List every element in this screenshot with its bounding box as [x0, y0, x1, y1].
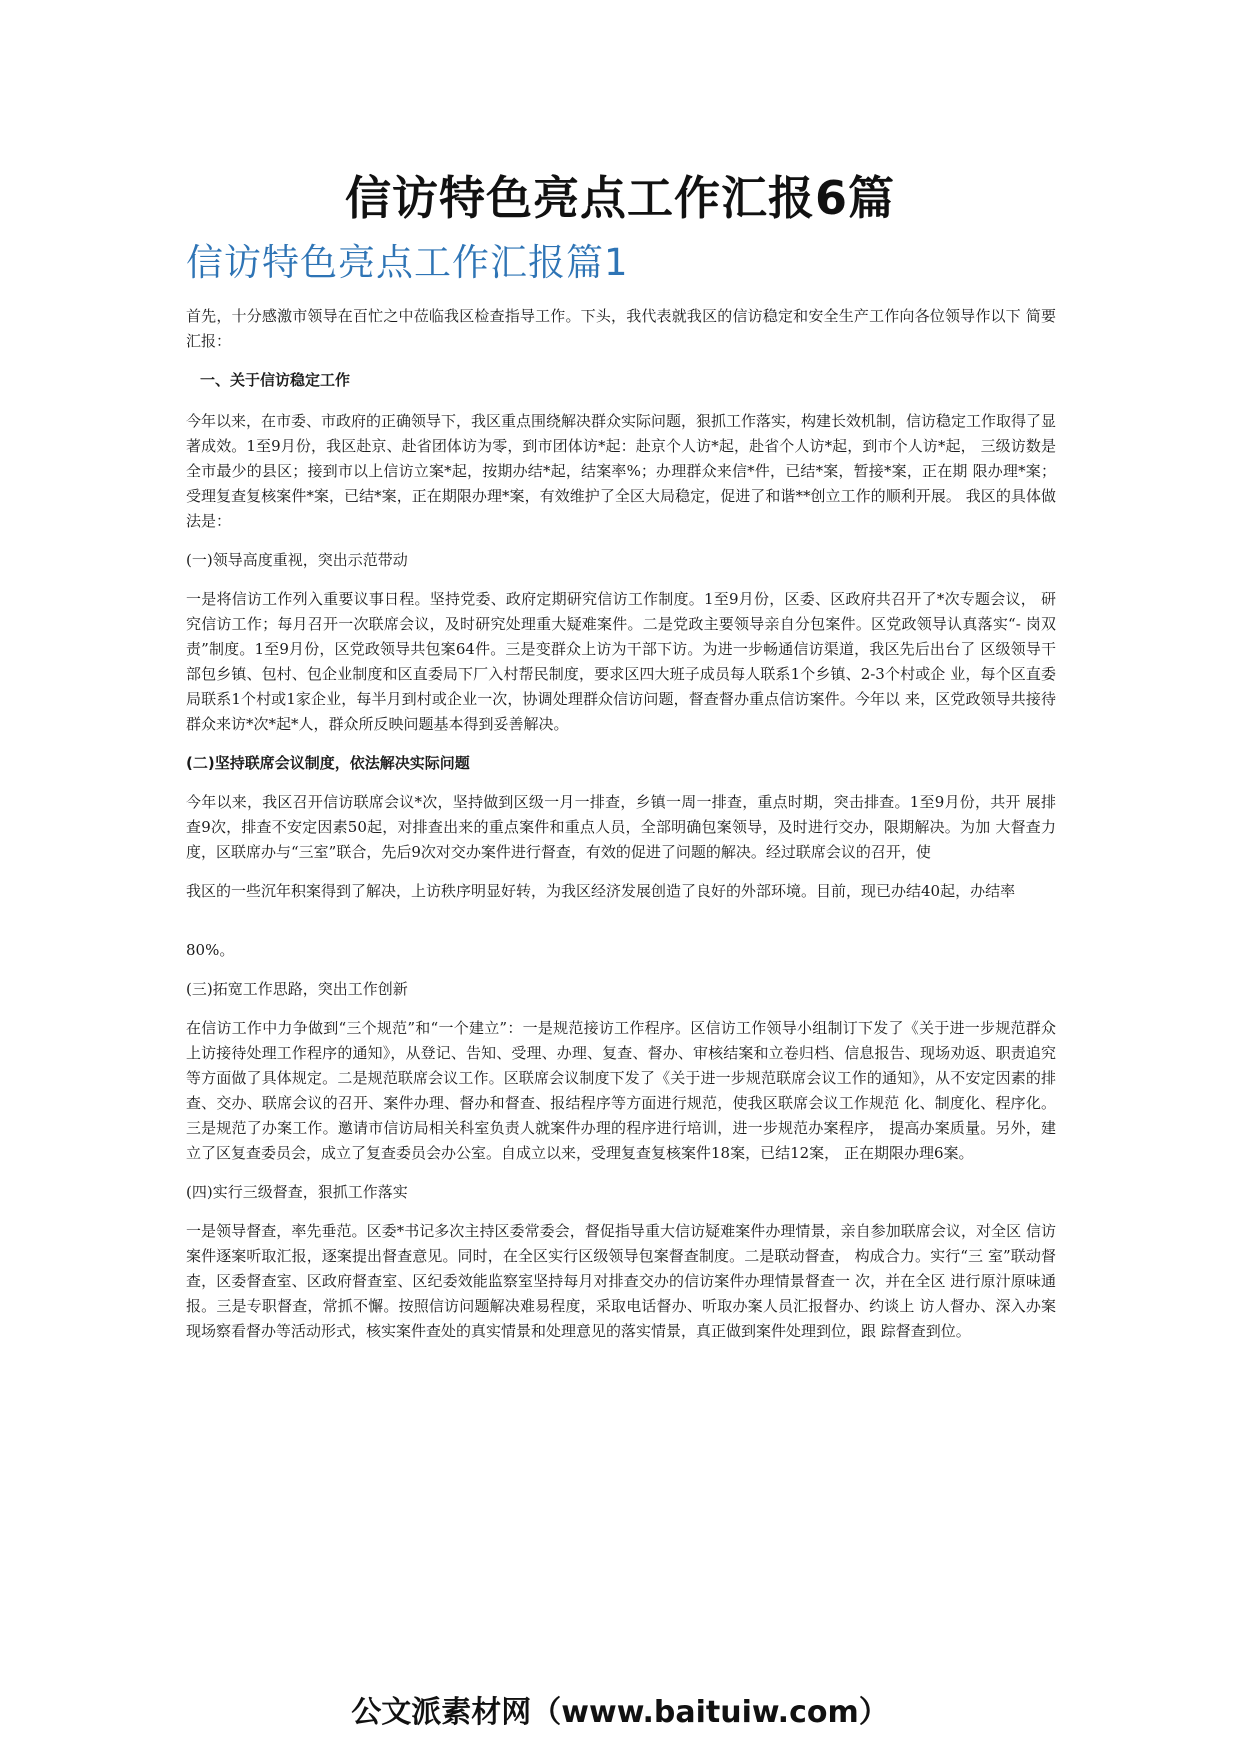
intro-paragraph: 首先，十分感激市领导在百忙之中莅临我区检查指导工作。下头，我代表就我区的信访稳定和安全生产工作向各位领导作以下 简要汇报：: [186, 307, 1056, 350]
heading-petition-stability: 一、关于信访稳定工作: [200, 371, 351, 389]
subheading-supervision: (四)实行三级督查，狠抓工作落实: [186, 1183, 408, 1201]
document-title: 信访特色亮点工作汇报6篇: [344, 171, 895, 225]
paragraph-overview: 今年以来，在市委、市政府的正确领导下，我区重点围绕解决群众实际问题，狠抓工作落实，构建长效机制，信访稳定工作取得了显著成效。1至9月份，我区赴京、赴省团体访为零，到市团体访*起：赴京个人访*起，赴省个人访*起，到市个人访*起， 三级访数是全市最少的县区；接到市以上信访立案*起，按期办结*起，结案率%；办理群众来信*件，已结*案，暂接*案，正在期 限办理*案；受理复查复核案件*案，已结*案，正在期限办理*案，有效维护了全区大局稳定，促进了和谐**创立工作的顺利开展。 我区的具体做法是：: [186, 412, 1057, 530]
paragraph-innovation: 在信访工作中力争做到“三个规范”和“一个建立”：一是规范接访工作程序。区信访工作领导小组制订下发了《关于进一步规范群众上访接待处理工作程序的通知》，从登记、告知、受理、办理、复查、督办、审核结案和立卷归档、信息报告、现场劝返、职责追究等方面做了具体规定。二是规范联席会议工作。区联席会议制度下发了《关于进一步规范联席会议工作的通知》，从不安定因素的排查、交办、联席会议的召开、案件办理、督办和督查、报结程序等方面进行规范，使我区联席会议工作规范 化、制度化、程序化。三是规范了办案工作。邀请市信访局相关科室负责人就案件办理的程序进行培训，进一步规范办案程序， 提高办案质量。另外，建立了区复查委员会，成立了复查委员会办公室。自成立以来，受理复查复核案件18案，已结12案， 正在期限办理6案。: [186, 1019, 1056, 1162]
document-body: [186, 304, 1056, 1358]
subheading-joint-meeting: (二)坚持联席会议制度，依法解决实际问题: [186, 754, 470, 772]
paragraph-results: 我区的一些沉年积案得到了解决，上访秩序明显好转，为我区经济发展创造了良好的外部环境。目前，现已办结40起，办结率: [186, 882, 1016, 900]
paragraph-supervision: 一是领导督查，率先垂范。区委*书记多次主持区委常委会，督促指导重大信访疑难案件办理情景，亲自参加联席会议，对全区 信访案件逐案听取汇报，逐案提出督查意见。同时，在全区实行区级领导包案督查制度。二是联动督查， 构成合力。实行“三 室”联动督查，区委督查室、区政府督查室、区纪委效能监察室坚持每月对排查交办的信访案件办理情景督查一 次，并在全区 进行原汁原味通报。三是专职督查，常抓不懈。按照信访问题解决难易程度，采取电话督办、听取办案人员汇报督办、约谈上 访人督办、深入办案现场察看督办等活动形式，核实案件查处的真实情景和处理意见的落实情景，真正做到案件处理到位，跟 踪督查到位。: [186, 1222, 1056, 1340]
footer-watermark: 公文派素材网（www.baituiw.com）: [351, 1695, 889, 1730]
section-title: 信访特色亮点工作汇报篇1: [186, 241, 629, 284]
paragraph-joint-meeting: 今年以来，我区召开信访联席会议*次，坚持做到区级一月一排查，乡镇一周一排查，重点时期，突击排查。1至9月份，共开 展排查9次，排查不安定因素50起，对排查出来的重点案件和重点人员，全部明确包案领导，及时进行交办，限期解决。为加 大督查力度，区联席办与“三室”联合，先后9次对交办案件进行督查，有效的促进了问题的解决。经过联席会议的召开，使: [186, 793, 1056, 861]
paragraph-results-rate: 80%。: [186, 941, 235, 959]
subheading-leadership: (一)领导高度重视，突出示范带动: [186, 551, 408, 569]
subheading-innovation: (三)拓宽工作思路，突出工作创新: [186, 980, 408, 998]
paragraph-leadership: 一是将信访工作列入重要议事日程。坚持党委、政府定期研究信访工作制度。1至9月份，区委、区政府共召开了*次专题会议， 研究信访工作；每月召开一次联席会议，及时研究处理重大疑难案件。二是党政主要领导亲自分包案件。区党政领导认真落实“- 岗双责”制度。1至9月份，区党政领导共包案64件。三是变群众上访为干部下访。为进一步畅通信访渠道，我区先后出台了 区级领导干部包乡镇、包村、包企业制度和区直委局下厂入村帮民制度，要求区四大班子成员每人联系1个乡镇、2-3个村或企 业，每个区直委局联系1个村或1家企业，每半月到村或企业一次，协调处理群众信访问题，督查督办重点信访案件。今年以 来，区党政领导共接待群众来访*次*起*人，群众所反映问题基本得到妥善解决。: [186, 590, 1056, 733]
